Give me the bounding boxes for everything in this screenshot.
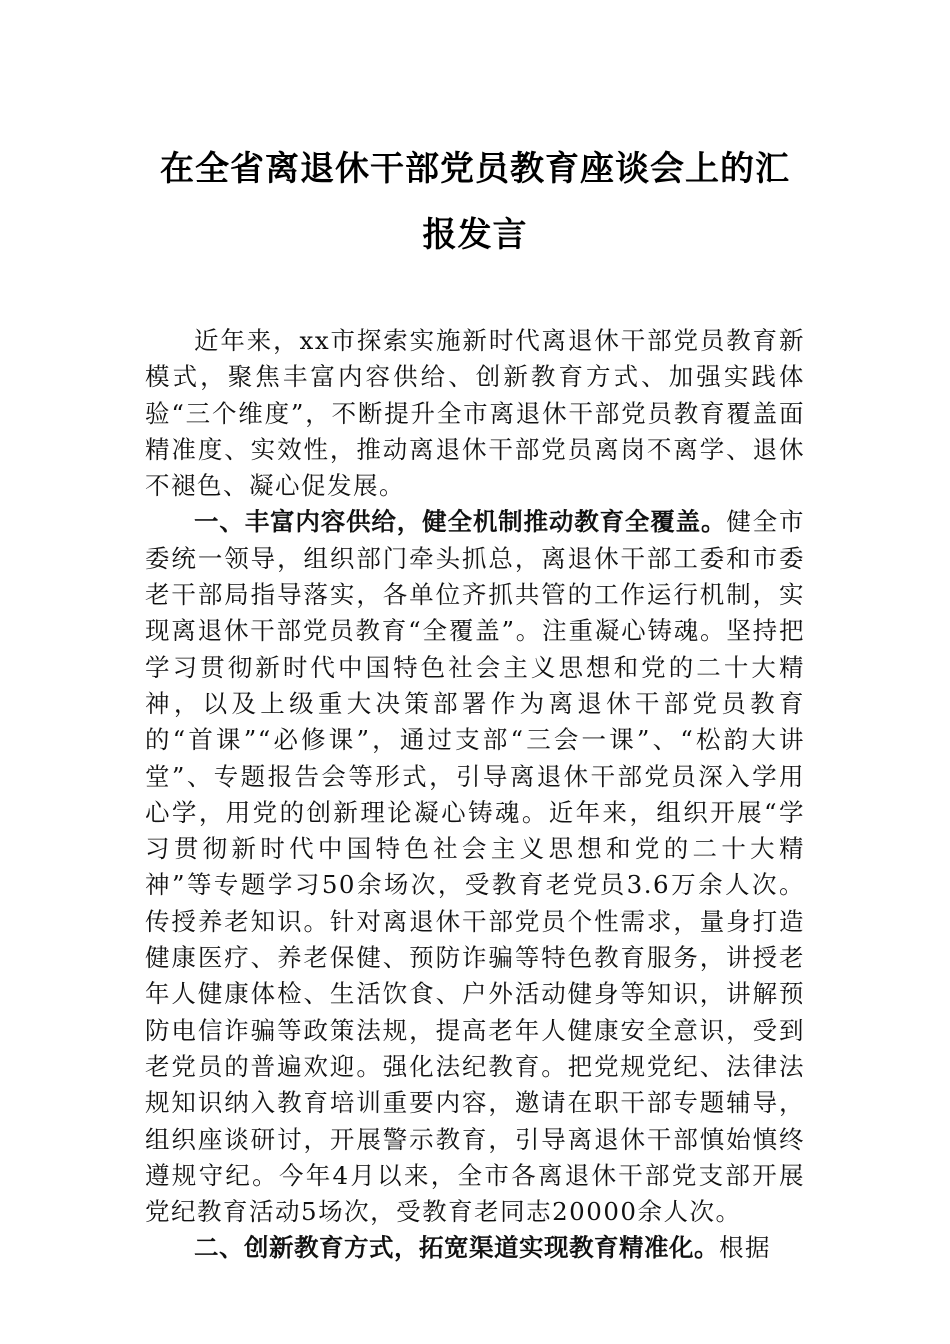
- document-body: [145, 323, 805, 1267]
- section-heading: 二、创新教育方式，拓宽渠道实现教育精准化。: [194, 1233, 719, 1263]
- paragraph-text: 根据: [719, 1233, 771, 1263]
- paragraph-text: 近年来，xx市探索实施新时代离退休干部党员教育新模式，聚焦丰富内容供给、创新教育方式、加强实践体验“三个维度”，不断提升全市离退休干部党员教育覆盖面精准度、实效性，推动离退休干部党员离岗不离学、退休不褪色、凝心促发展。: [145, 326, 805, 501]
- paragraph-text: 健全市委统一领导，组织部门牵头抓总，离退休干部工委和市委老干部局指导落实，各单位齐抓共管的工作运行机制，实现离退休干部党员教育“全覆盖”。注重凝心铸魂。坚持把学习贯彻新时代中国特色社会主义思想和党的二十大精神，以及上级重大决策部署作为离退休干部党员教育的“首课”“必修课”，通过支部“三会一课”、“松韵大讲堂”、专题报告会等形式，引导离退休干部党员深入学用心学，用党的创新理论凝心铸魂。近年来，组织开展“学习贯彻新时代中国特色社会主义思想和党的二十大精神”等专题学习50余场次，受教育老党员3.6万余人次。传授养老知识。针对离退休干部党员个性需求，量身打造健康医疗、养老保健、预防诈骗等特色教育服务，讲授老年人健康体检、生活饮食、户外活动健身等知识，讲解预防电信诈骗等政策法规，提高老年人健康安全意识，受到老党员的普遍欢迎。强化法纪教育。把党规党纪、法律法规知识纳入教育培训重要内容，邀请在职干部专题辅导，组织座谈研讨，开展警示教育，引导离退休干部慎始慎终遵规守纪。今年4月以来，全市各离退休干部党支部开展党纪教育活动5场次，受教育老同志20000余人次。: [145, 507, 806, 1227]
- document-title: 在全省离退休干部党员教育座谈会上的汇报发言: [160, 149, 790, 255]
- section-two-paragraph: [145, 1230, 805, 1266]
- section-one-paragraph: [145, 504, 805, 1230]
- section-heading: 一、丰富内容供给，健全机制推动教育全覆盖。: [194, 507, 727, 537]
- intro-paragraph: [145, 323, 805, 504]
